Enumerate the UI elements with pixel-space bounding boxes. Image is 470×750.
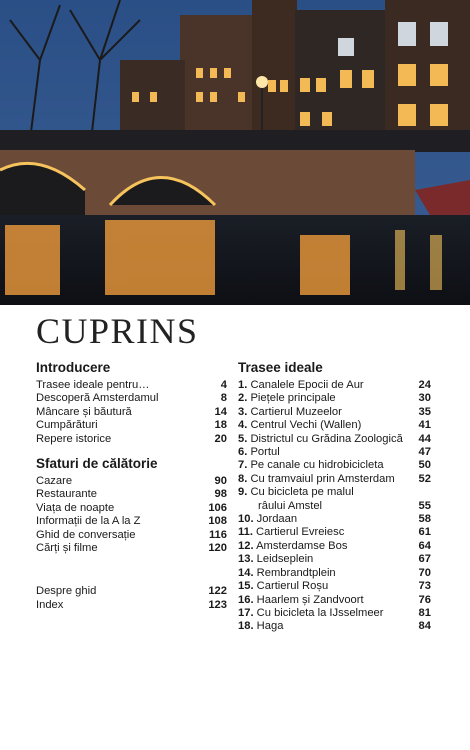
toc-entry [36,542,227,555]
toc-entry [36,529,227,542]
toc-entry [36,433,227,446]
route-entry-text [238,540,413,553]
route-entry [238,419,431,432]
toc-entry-page: 116 [208,528,227,541]
toc-entry [36,406,227,419]
route-page: 73 [418,580,431,593]
toc-entry-page: 106 [208,501,227,514]
route-page: 30 [418,392,431,405]
route-label: Cartierul Evreiesc [256,526,345,539]
toc-entry-label: Cazare [36,475,73,488]
route-entry [238,446,431,459]
route-entry-text [238,392,413,405]
route-label: Pe canale cu hidrobicicleta [250,459,384,472]
toc-entry-label: Descoperă Amsterdamul [36,392,159,405]
toc-entry-label: Index [36,598,64,611]
toc-left-column [36,360,227,612]
travel-list [36,475,227,555]
page-title: CUPRINS [36,311,199,351]
route-entry [238,526,431,539]
route-page [413,486,431,499]
route-page: 58 [418,513,431,526]
toc-entry [36,475,227,488]
route-entry [238,459,431,472]
toc-entry-page: 90 [214,475,227,488]
extra-list [36,585,227,612]
route-number: 12. [238,539,254,552]
route-entry-text [238,486,413,499]
route-number: 5. [238,432,248,445]
route-label: Cartierul Muzeelor [250,405,342,418]
route-label: Centrul Vechi (Wallen) [250,419,362,432]
route-label: Canalele Epocii de Aur [250,379,364,391]
toc-entry-label: Informații de la A la Z [36,515,141,528]
route-page: 24 [418,379,431,391]
toc-entry [36,599,227,612]
section-heading-travel: Sfaturi de călătorie [36,456,158,472]
section-heading-intro: Introducere [36,360,111,375]
route-number: 4. [238,419,248,432]
route-number: 17. [238,606,254,619]
route-entry [238,392,431,405]
route-entry-text [238,594,413,607]
toc-entry [36,392,227,405]
route-number: 11. [238,526,253,539]
route-entry-text [238,567,413,580]
route-number: 8. [238,472,248,485]
route-entry-text [238,406,413,419]
route-page: 41 [418,419,431,432]
route-page: 67 [418,553,431,566]
route-label: Haga [256,620,284,633]
toc-entry [36,379,227,392]
route-label: râului Amstel [258,499,323,512]
route-label: Rembrandtplein [256,566,336,579]
route-entry-text [238,419,413,432]
route-entry [238,433,431,446]
route-entry-text [238,446,413,459]
route-label: Jordaan [256,513,298,526]
route-entry-text [238,553,413,566]
route-label: Cu bicicleta pe malul [250,486,354,499]
toc-entry-page: 120 [208,542,227,555]
toc-entry [36,502,227,515]
route-label: Piețele principale [250,392,336,405]
route-entry [238,567,431,580]
toc-entry-label: Repere istorice [36,432,112,445]
toc-entry-label: Restaurante [36,488,97,501]
route-page: 70 [418,566,431,579]
route-page: 64 [418,539,431,552]
route-number: 16. [238,593,254,606]
route-label: Leidseplein [256,553,314,566]
route-entry [238,500,431,513]
toc-entry-page: 18 [214,419,227,432]
route-entry [238,486,431,499]
toc-entry [36,585,227,598]
route-entry-text [238,459,413,472]
route-entry [238,620,431,633]
route-number: 3. [238,405,248,418]
route-number: 10. [238,513,254,526]
route-number: 9. [238,486,248,499]
route-entry-text [238,620,413,633]
toc-entry [36,515,227,528]
route-page: 35 [418,405,431,418]
route-number: 1. [238,379,248,391]
toc-entry-page: 20 [214,432,227,445]
route-page: 55 [418,499,431,512]
toc-entry-label: Viața de noapte [36,501,115,514]
route-page: 84 [418,620,431,633]
route-page: 81 [418,606,431,619]
section-heading-routes: Trasee ideale [238,360,323,375]
toc-entry-label: Cărți și filme [36,542,98,555]
toc-entry-label: Cumpărături [36,419,98,432]
route-entry-text [238,607,413,620]
toc-entry-label: Trasee ideale pentru… [36,379,150,391]
route-entry-text [238,580,413,593]
toc-entry-label: Ghid de conversație [36,528,136,541]
toc-entry-page: 14 [214,405,227,418]
route-label: Cu bicicleta la IJsselmeer [256,606,384,619]
route-number: 6. [238,446,248,459]
route-number: 15. [238,580,254,593]
route-label: Cartierul Roșu [256,580,329,593]
intro-list [36,379,227,446]
route-page: 44 [418,432,431,445]
route-page: 61 [418,526,431,539]
toc-entry-label: Mâncare și băutură [36,405,132,418]
route-entry [238,473,431,486]
route-label: Cu tramvaiul prin Amsterdam [250,472,395,485]
route-entry-text [238,500,413,513]
toc-entry [36,419,227,432]
route-number: 2. [238,392,248,405]
toc-entry-page: 108 [208,515,227,528]
route-entry [238,540,431,553]
toc-entry-page: 98 [214,488,227,501]
toc-entry-page: 4 [220,379,227,391]
toc-right-column [238,360,431,634]
route-entry-text [238,433,413,446]
route-page: 47 [418,446,431,459]
routes-list [238,379,431,634]
toc-entry-page: 123 [208,598,227,611]
route-entry [238,580,431,593]
toc-entry-page: 8 [220,392,227,405]
route-entry-text [238,526,413,539]
route-number: 18. [238,620,254,633]
route-entry [238,594,431,607]
route-label: Haarlem și Zandvoort [256,593,364,606]
route-entry [238,513,431,526]
route-number: 14. [238,566,254,579]
route-entry [238,553,431,566]
toc-entry [36,488,227,501]
route-entry-text [238,473,413,486]
route-label: Amsterdamse Bos [256,539,348,552]
route-page: 50 [418,459,431,472]
route-label: Portul [250,446,280,459]
route-entry-text [238,379,413,392]
route-entry-text [238,513,413,526]
route-label: Districtul cu Grădina Zoologică [250,432,403,445]
cover-photo-amsterdam-canal-night [0,0,470,305]
route-entry [238,607,431,620]
route-entry [238,379,431,392]
toc-entry-label: Despre ghid [36,585,97,598]
route-entry [238,406,431,419]
route-number: 7. [238,459,248,472]
route-page: 52 [418,472,431,485]
route-page: 76 [418,593,431,606]
route-number: 13. [238,553,254,566]
toc-entry-page: 122 [208,585,227,598]
